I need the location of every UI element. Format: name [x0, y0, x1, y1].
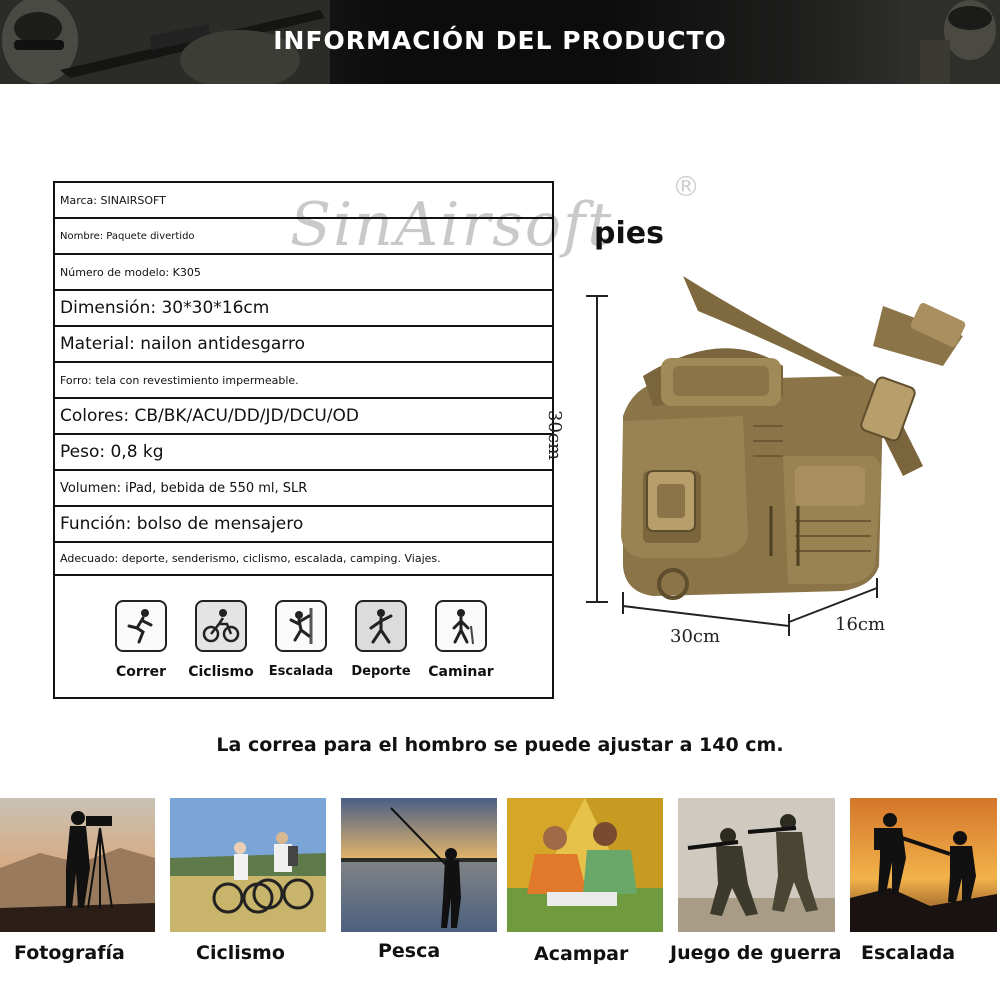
spec-brand: Marca: SINAIRSOFT: [55, 183, 552, 219]
depth-dimension-label: 16cm: [835, 614, 886, 635]
photo-label-fishing: Pesca: [378, 940, 441, 962]
spec-colors: Colores: CB/BK/ACU/DD/JD/DCU/OD: [55, 399, 552, 435]
photo-climbing: [850, 798, 997, 932]
pies-label: pies: [594, 216, 664, 251]
activity-label: Escalada: [268, 664, 334, 679]
messenger-bag-image: [583, 266, 983, 646]
activity-running: [101, 600, 181, 680]
spec-model: Número de modelo: K305: [55, 255, 552, 291]
photo-label-wargame: Juego de guerra: [670, 942, 842, 964]
brand-watermark: SinAirsoft: [290, 190, 614, 260]
climbing-icon: [275, 600, 327, 652]
spec-material: Material: nailon antidesgarro: [55, 327, 552, 363]
photo-label-photography: Fotografía: [14, 942, 125, 964]
running-icon: [115, 600, 167, 652]
activity-label: Deporte: [351, 664, 411, 679]
sport-icon: [355, 600, 407, 652]
spec-weight: Peso: 0,8 kg: [55, 435, 552, 471]
activity-climbing: [261, 600, 341, 679]
header-banner: [0, 0, 1000, 84]
activity-walking: [421, 600, 501, 680]
photo-photography: [0, 798, 155, 932]
strap-adjustment-text: La correa para el hombro se puede ajustar a 140 cm.: [216, 734, 784, 756]
registered-mark: ®: [672, 170, 700, 203]
spec-function: Función: bolso de mensajero: [55, 507, 552, 543]
photo-wargame: [678, 798, 835, 932]
photo-label-cycling: Ciclismo: [196, 942, 285, 964]
activity-label: Ciclismo: [188, 664, 254, 680]
height-dimension-label: 30cm: [544, 410, 565, 461]
width-dimension-label: 30cm: [670, 626, 721, 647]
spec-name: Nombre: Paquete divertido: [55, 219, 552, 255]
activity-sport: [341, 600, 421, 679]
cycling-icon: [195, 600, 247, 652]
photo-fishing: [341, 798, 497, 932]
spec-suitable: Adecuado: deporte, senderismo, ciclismo, escalada, camping. Viajes.: [55, 543, 552, 576]
photo-label-camping: Acampar: [534, 943, 629, 965]
spec-dimension: Dimensión: 30*30*16cm: [55, 291, 552, 327]
activity-label: Correr: [115, 664, 167, 680]
walking-icon: [435, 600, 487, 652]
photo-camping: [507, 798, 663, 932]
banner-title: INFORMACIÓN DEL PRODUCTO: [273, 26, 727, 55]
activity-cycling: [181, 600, 261, 680]
activity-icons-row: [55, 576, 552, 697]
activity-label: Caminar: [428, 664, 494, 680]
photo-cycling: [170, 798, 326, 932]
photo-label-climbing: Escalada: [861, 942, 956, 964]
spec-lining: Forro: tela con revestimiento impermeable.: [55, 363, 552, 399]
spec-table: [53, 181, 554, 699]
spec-volume: Volumen: iPad, bebida de 550 ml, SLR: [55, 471, 552, 507]
